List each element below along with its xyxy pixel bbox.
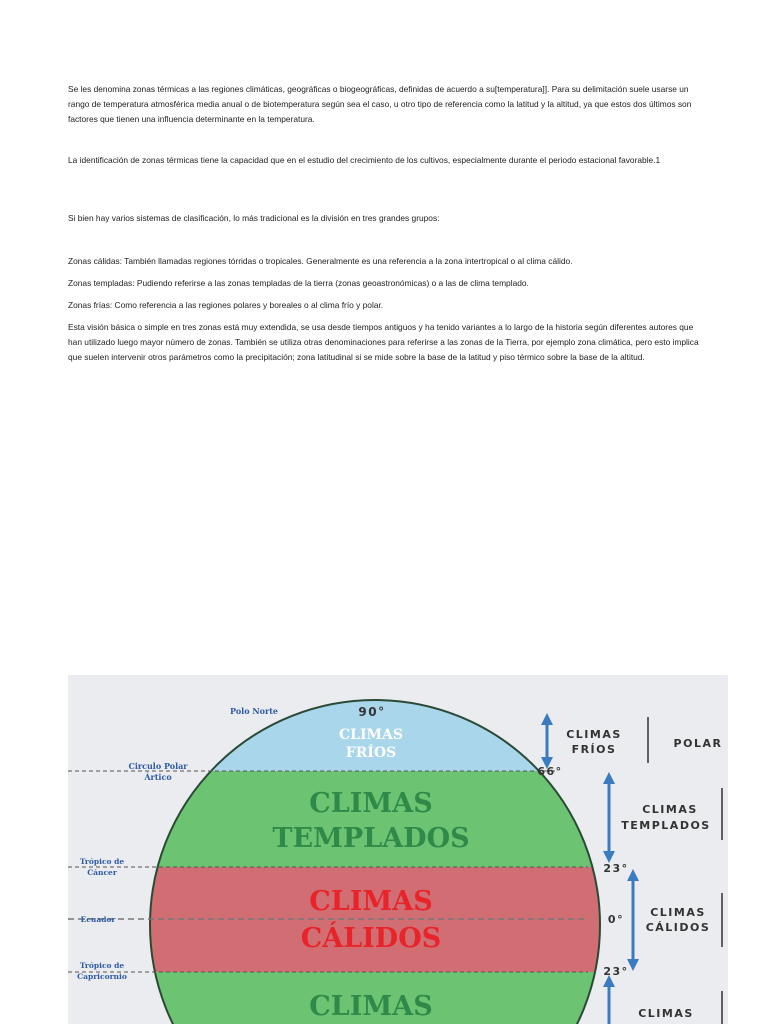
paragraph-classification — [68, 211, 700, 226]
paragraph-temperate-zones — [68, 276, 700, 291]
zone-warm-text-1: CLIMAS — [309, 886, 433, 917]
paragraph-summary — [68, 320, 700, 365]
zone-temperate-text-1: CLIMAS — [309, 788, 433, 819]
label-arctic-circle-2: Ártico — [144, 772, 172, 782]
side-warm-1: CLIMAS — [650, 906, 706, 919]
paragraph-identification-text: La identificación de zonas térmicas tiene la capacidad que en el estudio del crecimiento de los cultivos, especialmente durante el periodo estacional favorable.1 — [68, 155, 661, 165]
degree-66: 66° — [537, 765, 563, 778]
paragraph-intro-text: Se les denomina zonas térmicas a las regiones climáticas, geográficas o biogeográficas, definidas de acuerdo a su[temperatura]]. Para su delimitación suele usarse un rango de temperatura atmosférica media anual o de biotemperatura según sea el caso, u otro tipo de referencia como la latitud y la altitud, ya que estos dos últimos son factores que tienen una influencia determinante en la temperatura. — [68, 84, 692, 124]
climate-zones-svg — [68, 675, 728, 1024]
zone-cold-text-1: CLIMAS — [338, 727, 404, 743]
degree-90: 90° — [358, 705, 386, 719]
side-cold-2: FRÍOS — [571, 743, 617, 756]
degree-23-north: 23° — [603, 862, 629, 875]
paragraph-warm-zones-text: Zonas cálidas: También llamadas regiones tórridas o tropicales. Generalmente es una referencia a la zona intertropical o al clima cálido. — [68, 256, 573, 266]
paragraph-classification-text: Si bien hay varios sistemas de clasificación, lo más tradicional es la división en tres grandes grupos: — [68, 213, 440, 223]
climate-zones-diagram — [68, 675, 728, 1024]
degree-0: 0° — [607, 913, 625, 926]
zone-temperate-text-2: TEMPLADOS — [272, 823, 470, 854]
paragraph-identification — [68, 153, 700, 168]
label-equator: Ecuador — [80, 915, 116, 924]
paragraph-summary-text: Esta visión básica o simple en tres zonas está muy extendida, se usa desde tiempos antiguos y ha tenido variantes a lo largo de la historia según diferentes autores que han utilizado luego mayor número de zonas. También se utiliza otras denominaciones para referirse a las zonas de la Tierra, por ejemplo zona climática, pero esto implica que suelen intervenir otros parámetros como la precipitación; zona latitudinal si se mide sobre la base de la latitud y piso térmico sobre la base de la altitud. — [68, 322, 699, 362]
paragraph-intro — [68, 82, 700, 127]
label-north-pole: Polo Norte — [230, 706, 278, 716]
side-south-1: CLIMAS — [638, 1007, 694, 1020]
paragraph-temperate-zones-text: Zonas templadas: Pudiendo referirse a las zonas templadas de la tierra (zonas geoastronómicas) o a las de clima templado. — [68, 278, 529, 288]
zone-warm-text-2: CÁLIDOS — [300, 923, 442, 954]
zone-cold-text-2: FRÍOS — [345, 745, 397, 761]
label-tropic-cancer-2: Cáncer — [87, 868, 117, 877]
degree-23-south: 23° — [603, 965, 629, 978]
paragraph-warm-zones — [68, 254, 700, 269]
label-tropic-capricorn-2: Capricornio — [77, 972, 127, 981]
label-arctic-circle-1: Circulo Polar — [128, 761, 188, 771]
side-cold-1: CLIMAS — [566, 728, 622, 741]
paragraph-cold-zones-text: Zonas frías: Como referencia a las regiones polares y boreales o al clima frío y polar. — [68, 300, 384, 310]
zone-south-text-1: CLIMAS — [309, 991, 433, 1022]
side-temperate-1: CLIMAS — [642, 803, 698, 816]
label-tropic-capricorn-1: Trópico de — [79, 961, 125, 970]
side-polar: POLAR — [673, 737, 723, 750]
side-temperate-2: TEMPLADOS — [621, 819, 711, 832]
label-tropic-cancer-1: Trópico de — [79, 857, 125, 866]
paragraph-cold-zones — [68, 298, 700, 313]
side-warm-2: CÁLIDOS — [645, 921, 711, 934]
